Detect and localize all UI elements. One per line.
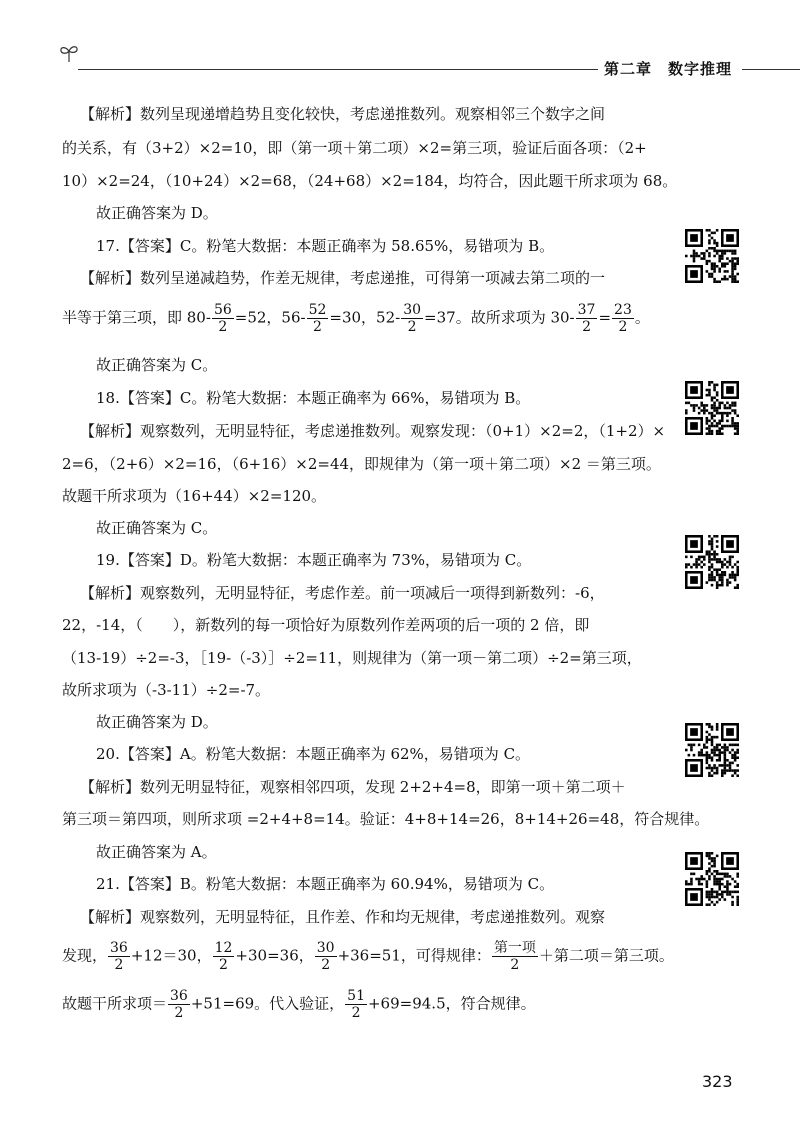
text-line: 第三项＝第四项，则所求项 =2+4+8=14。验证：4+8+14=26，8+14+26=48，符合规律。: [62, 810, 710, 828]
fraction: $\frac{37}{2}$: [577, 302, 596, 335]
answer-line-21: 21.【答案】B。粉笔大数据：本题正确率为 60.94%，易错项为 C。: [96, 875, 555, 893]
text-line: 故正确答案为 A。: [96, 843, 217, 861]
fraction: $\frac{30}{2}$: [403, 302, 422, 335]
header-rule-left: [78, 69, 598, 70]
qr-code-icon[interactable]: [685, 381, 739, 435]
fraction: $\frac{52}{2}$: [308, 302, 327, 335]
text-line: 【解析】数列无明显特征，观察相邻四项，发现 2+2+4=8，即第一项＋第二项＋: [80, 778, 626, 796]
formula-line-21a: 发现， $\frac{36}{2}$ +12＝30， $\frac{12}{2}$ +30=36， $\frac{30}{2}$ +36=51，可得规律： $\frac{\text{第一项}}{2}$ ＋第二项＝第三项。: [62, 940, 674, 973]
text-line: 故正确答案为 C。: [96, 356, 218, 374]
qr-code-icon[interactable]: [685, 852, 739, 906]
text-line: 【解析】观察数列，无明显特征，且作差、作和均无规律，考虑递推数列。观察: [80, 908, 606, 926]
fraction: $\frac{56}{2}$: [213, 302, 232, 335]
text-line: 【解析】观察数列，无明显特征，考虑作差。前一项减后一项得到新数列：-6，: [80, 584, 605, 602]
text-line: （13-19）÷2=-3，［19-（-3）］÷2=11，则规律为（第一项－第二项）÷2=第三项，: [62, 649, 642, 667]
text-line: 的关系，有（3+2）×2=10，即（第一项＋第二项）×2=第三项，验证后面各项：（2+: [62, 139, 647, 157]
fraction: $\frac{36}{2}$: [110, 940, 128, 973]
fraction: $\frac{12}{2}$: [214, 940, 233, 973]
text-line: 10）×2=24，（10+24）×2=68，（24+68）×2=184，均符合，因此题干所求项为 68。: [62, 172, 678, 190]
page-number: 323: [702, 1072, 733, 1091]
text-line: 【解析】观察数列，无明显特征，考虑递推数列。观察发现：（0+1）×2=2，（1+2）×: [80, 422, 666, 440]
answer-line-20: 20.【答案】A。粉笔大数据：本题正确率为 62%，易错项为 C。: [96, 745, 531, 763]
qr-code-icon[interactable]: [685, 535, 739, 589]
text-line: 故正确答案为 D。: [96, 713, 218, 731]
text-line: 【解析】数列呈递减趋势，作差无规律，考虑递推，可得第一项减去第二项的一: [80, 269, 606, 287]
text-line: 故正确答案为 D。: [96, 204, 218, 222]
fraction: $\frac{23}{2}$: [614, 302, 632, 335]
qr-code-icon[interactable]: [685, 723, 739, 777]
answer-line-19: 19.【答案】D。粉笔大数据：本题正确率为 73%，易错项为 C。: [96, 551, 532, 569]
text-line: 2=6，（2+6）×2=16，（6+16）×2=44，即规律为（第一项＋第二项）×2 ＝第三项。: [62, 455, 661, 473]
answer-line-18: 18.【答案】C。粉笔大数据：本题正确率为 66%，易错项为 B。: [96, 389, 531, 407]
page-header: [0, 0, 800, 90]
fraction: $\frac{36}{2}$: [170, 988, 188, 1021]
text-line: 【解析】数列呈现递增趋势且变化较快，考虑递推数列。观察相邻三个数字之间: [80, 105, 606, 123]
text-line: 故题干所求项为（16+44）×2=120。: [62, 487, 327, 505]
text-line: 故正确答案为 C。: [96, 519, 218, 537]
formula-line-21b: 故题干所求项＝ $\frac{36}{2}$ +51=69。代入验证， $\frac{51}{2}$ +69=94.5，符合规律。: [62, 988, 536, 1021]
qr-code-icon[interactable]: [685, 229, 739, 283]
chapter-title: 第二章 数字推理: [604, 60, 733, 78]
answer-line-17: 17.【答案】C。粉笔大数据：本题正确率为 58.65%，易错项为 B。: [96, 237, 555, 255]
header-rule-right: [742, 69, 800, 70]
sprout-icon: [58, 42, 80, 64]
fraction: $\frac{30}{2}$: [316, 940, 335, 973]
formula-line-17: 半等于第三项，即 80- $\frac{56}{2}$ =52，56- $\frac{52}{2}$ =30，52- $\frac{30}{2}$ =37。故所求项为 30- $\frac{37}{2}$ = $\frac{23}{2}$ 。: [62, 302, 650, 335]
text-line: 22，-14，（ ），新数列的每一项恰好为原数列作差两项的后一项的 2 倍，即: [62, 616, 590, 634]
text-line: 故所求项为（-3-11）÷2=-7。: [62, 681, 271, 699]
fraction: $\frac{\text{第一项}}{2}$: [493, 940, 536, 973]
fraction: $\frac{51}{2}$: [347, 988, 365, 1021]
